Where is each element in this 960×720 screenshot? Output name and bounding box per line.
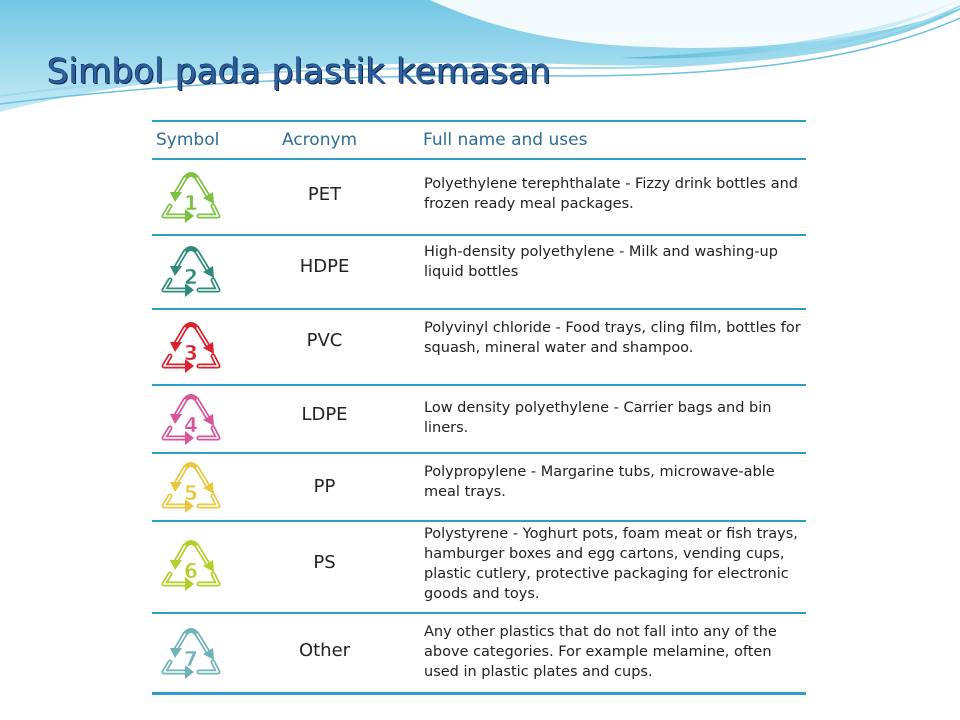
table-row	[152, 236, 806, 310]
recycle-1-icon	[158, 168, 224, 226]
acronym-cell: HDPE	[299, 256, 350, 277]
description-cell: Polystyrene - Yoghurt pots, foam meat or fish trays, hamburger boxes and egg cartons, vending cups, plastic cutlery, protective packaging for electronic goods and toys.	[424, 526, 798, 602]
svg-text:7: 7	[184, 647, 198, 671]
header-full-name: Full name and uses	[423, 130, 588, 150]
svg-text:6: 6	[184, 559, 198, 583]
description-cell: Any other plastics that do not fall into any of the above categories. For example melamine, often used in plastic plates and cups.	[424, 624, 777, 680]
table-row	[152, 614, 806, 695]
description-cell: Polyethylene terephthalate - Fizzy drink bottles and frozen ready meal packages.	[424, 176, 799, 212]
table-row	[152, 160, 806, 236]
recycle-2-icon	[158, 242, 224, 300]
slide-title: Simbol pada plastik kemasan	[47, 52, 552, 92]
description-cell: Polyvinyl chloride - Food trays, cling film, bottles for squash, mineral water and shampoo.	[424, 320, 801, 356]
header-acronym: Acronym	[282, 130, 358, 150]
description-cell: Low density polyethylene - Carrier bags and bin liners.	[424, 400, 772, 436]
acronym-cell: PP	[313, 476, 336, 497]
acronym-cell: PET	[307, 184, 342, 205]
acronym-cell: PVC	[306, 330, 343, 351]
table-row	[152, 310, 806, 386]
svg-text:1: 1	[184, 191, 198, 215]
table-row	[152, 386, 806, 454]
plastic-symbols-table	[152, 120, 806, 695]
acronym-cell: Other	[298, 640, 351, 661]
recycle-7-icon	[158, 624, 224, 682]
table-header-row	[152, 120, 806, 160]
description-cell: High-density polyethylene - Milk and washing-up liquid bottles	[424, 244, 778, 280]
table-row	[152, 522, 806, 614]
recycle-3-icon	[158, 318, 224, 376]
table-row	[152, 454, 806, 522]
recycle-6-icon	[158, 536, 224, 594]
acronym-cell: PS	[313, 552, 336, 573]
svg-text:2: 2	[184, 265, 198, 289]
description-cell: Polypropylene - Margarine tubs, microwave-able meal trays.	[424, 464, 775, 500]
svg-text:5: 5	[184, 481, 198, 505]
recycle-4-icon	[158, 390, 224, 448]
acronym-cell: LDPE	[301, 404, 348, 425]
svg-text:4: 4	[184, 413, 198, 437]
header-symbol: Symbol	[156, 130, 220, 150]
svg-text:3: 3	[184, 341, 198, 365]
recycle-5-icon	[158, 458, 224, 516]
